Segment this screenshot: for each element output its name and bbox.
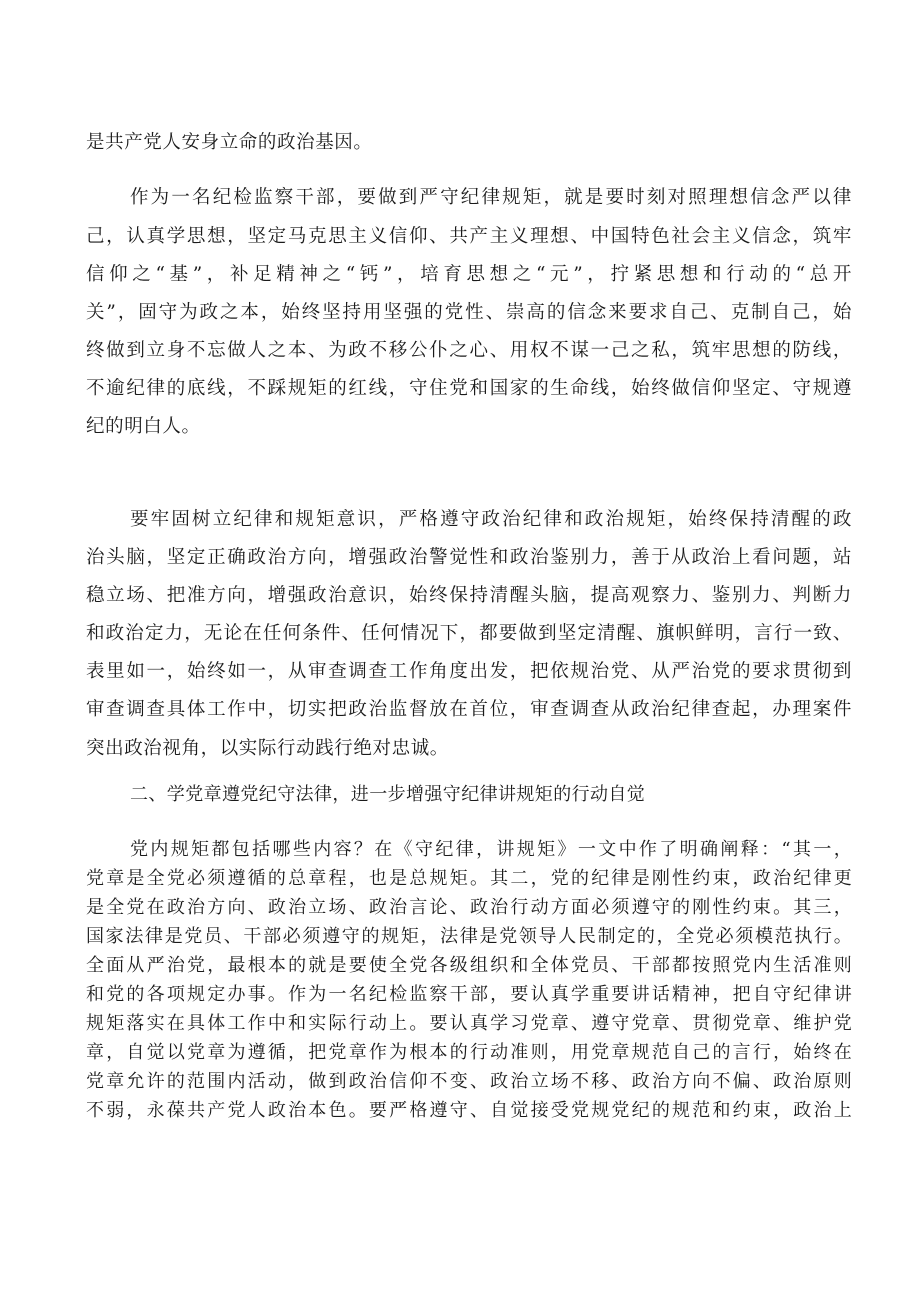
text-line-12: 稳立场、把准方向，增强政治意识，始终保持清醒头脑，提高观察力、鉴别力、判断力 <box>86 585 852 606</box>
text-line-13: 和政治定力，无论在任何条件、任何情况下，都要做到坚定清醒、旗帜鲜明，言行一致、 <box>86 623 852 644</box>
text-line-26: 不弱，永葆共产党人政治本色。要严格遵守、自觉接受党规党纪的规范和约束，政治上 <box>86 1100 852 1121</box>
text-line-22: 和党的各项规定办事。作为一名纪检监察干部，要认真学重要讲话精神，把自守纪律讲 <box>86 984 852 1005</box>
text-line-19: 是全党在政治方向、政治立场、政治言论、政治行动方面必须遵守的刚性约束。其三， <box>86 897 852 918</box>
text-line-1: 是共产党人安身立命的政治基因。 <box>86 132 373 153</box>
text-line-18: 党章是全党必须遵循的总章程，也是总规矩。其二，党的纪律是刚性约束，政治纪律更 <box>86 868 852 889</box>
text-line-7: 不逾纪律的底线，不踩规矩的红线，守住党和国家的生命线，始终做信仰坚定、守规遵 <box>86 378 852 399</box>
text-line-25: 党章允许的范围内活动，做到政治信仰不变、政治立场不移、政治方向不偏、政治原则 <box>86 1071 852 1092</box>
text-line-20: 国家法律是党员、干部必须遵守的规矩，法律是党领导人民制定的，全党必须模范执行。 <box>86 926 852 947</box>
text-line-21: 全面从严治党，最根本的就是要使全党各级组织和全体党员、干部都按照党内生活准则 <box>86 955 852 976</box>
text-line-17: 党内规矩都包括哪些内容？在《守纪律，讲规矩》一文中作了明确阐释：“其一， <box>130 839 852 860</box>
text-line-2: 作为一名纪检监察干部，要做到严守纪律规矩，就是要时刻对照理想信念严以律 <box>130 187 852 208</box>
text-line-4: 信仰之“基”，补足精神之“钙”，培育思想之“元”，拧紧思想和行动的“总开 <box>86 264 852 285</box>
section-heading: 二、学党章遵党纪守法律，进一步增强守纪律讲规矩的行动自觉 <box>130 784 646 805</box>
text-line-24: 章，自觉以党章为遵循，把党章作为根本的行动准则，用党章规范自己的言行，始终在 <box>86 1042 852 1063</box>
text-line-15: 审查调查具体工作中，切实把政治监督放在首位，审查调查从政治纪律查起，办理案件 <box>86 699 852 720</box>
text-line-5: 关”，固守为政之本，始终坚持用坚强的党性、崇高的信念来要求自己、克制自己，始 <box>86 302 852 323</box>
text-line-14: 表里如一，始终如一，从审查调查工作角度出发，把依规治党、从严治党的要求贯彻到 <box>86 661 852 682</box>
text-line-16: 突出政治视角，以实际行动践行绝对忠诚。 <box>86 738 449 759</box>
text-line-3: 己，认真学思想，坚定马克思主义信仰、共产主义理想、中国特色社会主义信念，筑牢 <box>86 226 852 247</box>
text-line-11: 治头脑，坚定正确政治方向，增强政治警觉性和政治鉴别力，善于从政治上看问题，站 <box>86 547 852 568</box>
text-line-23: 规矩落实在具体工作中和实际行动上。要认真学习党章、遵守党章、贯彻党章、维护党 <box>86 1013 852 1034</box>
text-line-8: 纪的明白人。 <box>86 416 201 437</box>
text-line-10: 要牢固树立纪律和规矩意识，严格遵守政治纪律和政治规矩，始终保持清醒的政 <box>130 509 852 530</box>
text-line-6: 终做到立身不忘做人之本、为政不移公仆之心、用权不谋一己之私，筑牢思想的防线， <box>86 340 852 361</box>
